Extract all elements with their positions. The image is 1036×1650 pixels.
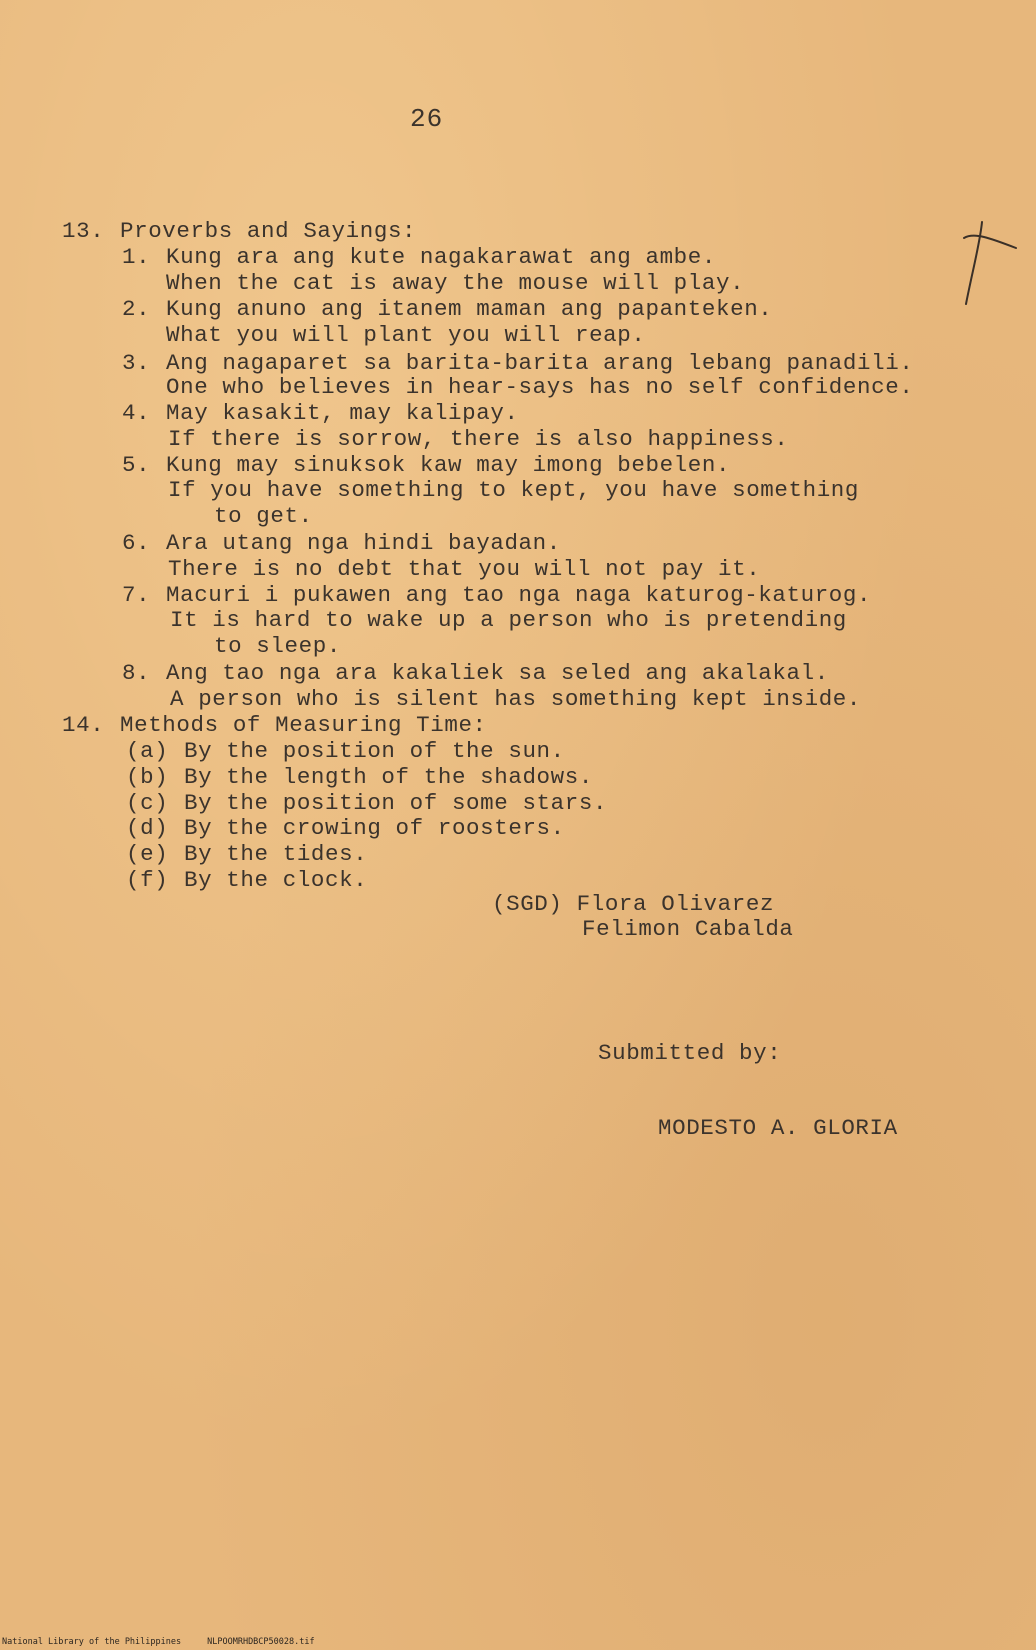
proverb-4-native: May kasakit, may kalipay. [166,400,519,426]
proverb-5-number: 5. [122,452,151,478]
time-method-a-letter: (a) [126,738,169,764]
page-number: 26 [410,104,444,134]
proverb-1-native: Kung ara ang kute nagakarawat ang ambe. [166,244,716,270]
proverb-5-english-line-1: If you have something to kept, you have something [168,477,860,503]
proverb-6-number: 6. [122,530,151,556]
submitted-by-label: Submitted by: [598,1040,782,1066]
proverb-3-native: Ang nagaparet sa barita-barita arang lebang panadili. [166,350,914,376]
proverb-7-english-line-2: to sleep. [214,633,341,659]
time-method-c-text: By the position of some stars. [184,790,608,816]
section-14-title: Methods of Measuring Time: [120,712,487,738]
time-method-f-letter: (f) [126,867,169,893]
proverb-4-english: If there is sorrow, there is also happiness. [168,426,789,452]
proverb-6-english: There is no debt that you will not pay it. [168,556,761,582]
time-method-f [126,867,367,893]
time-method-b-text: By the length of the shadows. [184,764,593,790]
proverb-5-native-line [122,452,730,478]
time-method-d-letter: (d) [126,815,169,841]
signature-name-1: Flora Olivarez [576,891,775,917]
proverb-8-english: A person who is silent has something kept inside. [170,686,862,712]
proverb-7-native: Macuri i pukawen ang tao nga naga katurog-katurog. [166,582,872,608]
proverb-1-english: When the cat is away the mouse will play. [166,270,745,296]
proverb-2-native: Kung anuno ang itanem maman ang papanteken. [166,296,773,322]
signature-line-1 [492,891,774,917]
time-method-d-text: By the crowing of roosters. [184,815,565,841]
proverb-4-number: 4. [122,400,151,426]
submitter-name: MODESTO A. GLORIA [658,1115,898,1141]
time-method-e-text: By the tides. [184,841,368,867]
time-method-e [126,841,367,867]
footer-library: National Library of the Philippines [2,1637,182,1647]
proverb-7-english-line-1: It is hard to wake up a person who is pretending [170,607,847,633]
proverb-6-native-line [122,530,561,556]
time-method-b [126,764,593,790]
time-method-a-text: By the position of the sun. [184,738,565,764]
time-method-e-letter: (e) [126,841,169,867]
time-method-f-text: By the clock. [184,867,368,893]
proverb-2-english: What you will plant you will reap. [166,322,646,348]
proverb-3-english: One who believes in hear-says has no self confidence. [166,374,914,400]
proverb-7-number: 7. [122,582,151,608]
proverb-2-number: 2. [122,296,151,322]
section-14-number: 14. [62,712,105,738]
time-method-c-letter: (c) [126,790,169,816]
signature-prefix: (SGD) [492,891,563,917]
proverb-5-native: Kung may sinuksok kaw may imong bebelen. [166,452,731,478]
time-method-d [126,815,565,841]
time-method-c [126,790,607,816]
proverb-3-native-line [122,350,913,376]
time-method-a [126,738,565,764]
section-13-number: 13. [62,218,105,244]
proverb-8-native-line [122,660,829,686]
section-13-title: Proverbs and Sayings: [120,218,417,244]
proverb-7-native-line [122,582,871,608]
time-method-b-letter: (b) [126,764,169,790]
proverb-8-number: 8. [122,660,151,686]
signature-name-2: Felimon Cabalda [582,916,794,942]
proverb-4-native-line [122,400,519,426]
footer [2,1637,341,1647]
handwritten-check-mark [960,218,1020,308]
proverb-8-native: Ang tao nga ara kakaliek sa seled ang akalakal. [166,660,829,686]
proverb-1-number: 1. [122,244,151,270]
footer-file-id: NLPOOMRHDBCP50028.tif [207,1637,315,1647]
proverb-3-number: 3. [122,350,151,376]
proverb-6-native: Ara utang nga hindi bayadan. [166,530,561,556]
proverb-1-native-line [122,244,716,270]
section-14-heading [62,712,487,738]
proverb-2-native-line [122,296,772,322]
proverb-5-english-line-2: to get. [214,503,313,529]
section-13-heading [62,218,416,244]
